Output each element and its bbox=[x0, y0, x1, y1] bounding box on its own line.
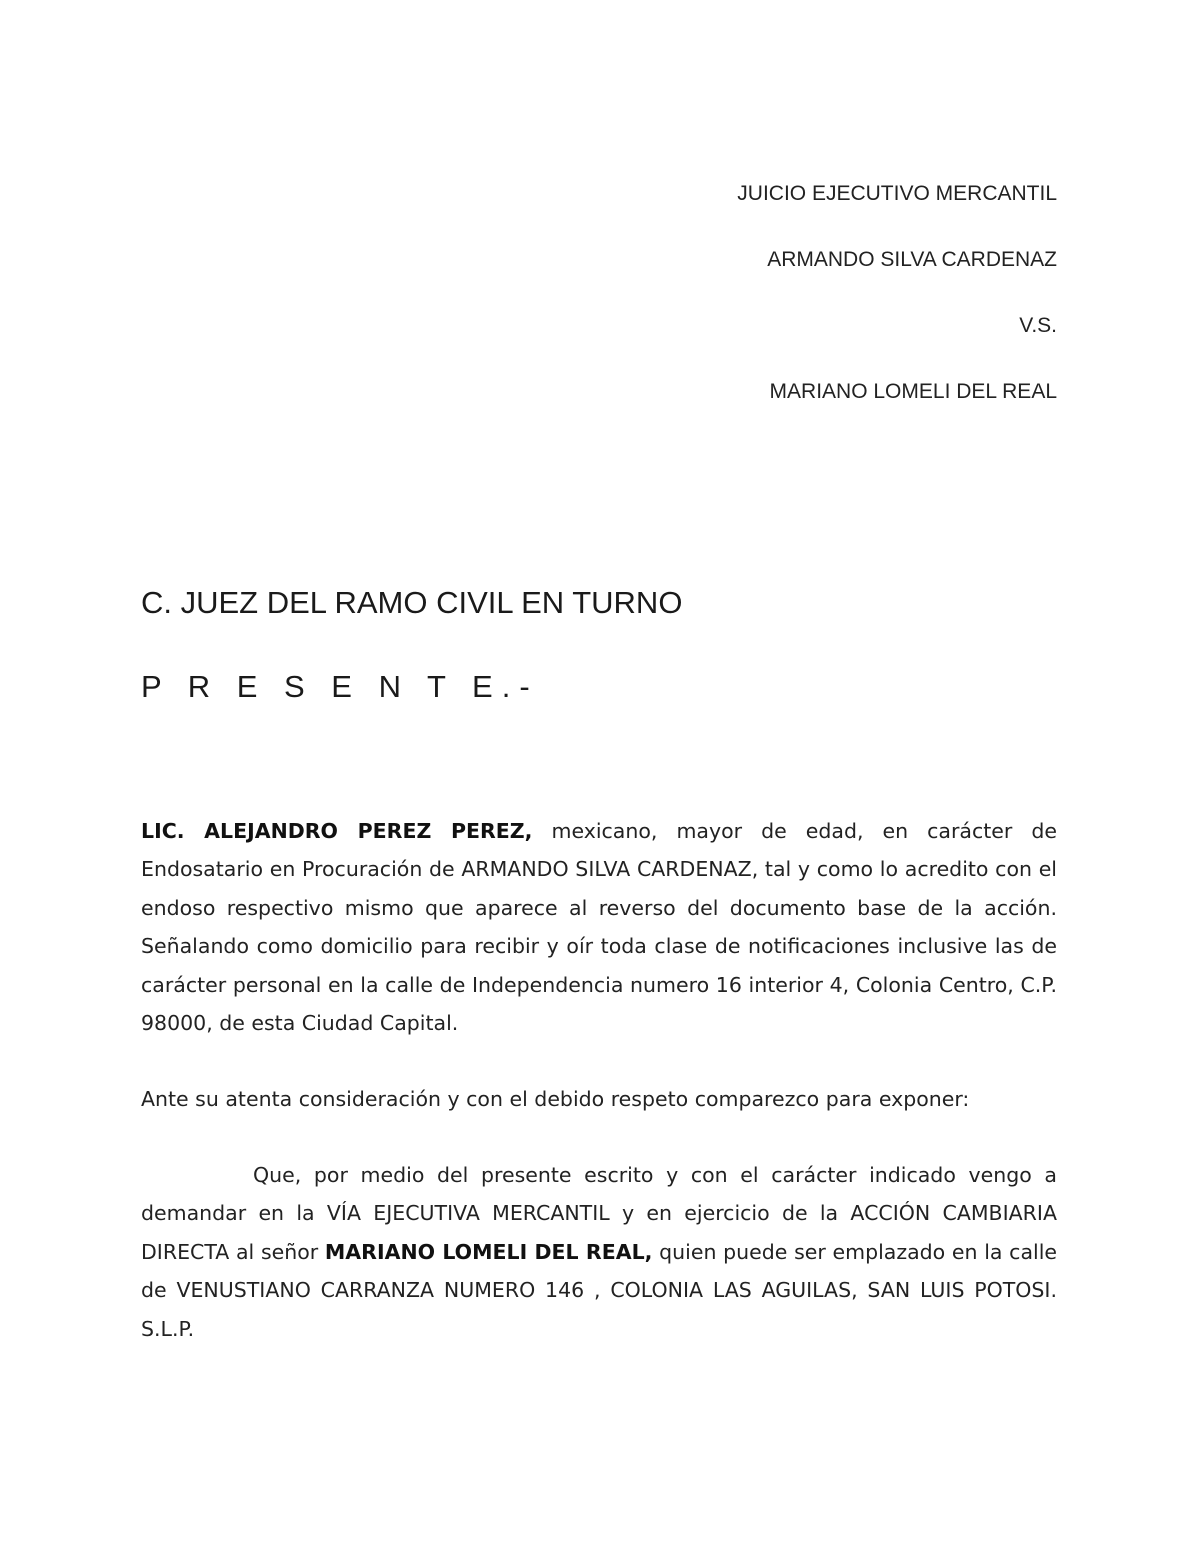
intro-paragraph bbox=[141, 812, 1057, 1042]
demand-text-after: quien puede ser emplazado en la calle de VENUSTIANO CARRANZA NUMERO 146 , COLONIA LAS AGUILAS, SAN LUIS POTOSI. S.L.P. bbox=[141, 1239, 1058, 1341]
defendant-name: MARIANO LOMELI DEL REAL bbox=[769, 380, 1057, 403]
demand-text-before: Que, por medio del presente escrito y con el carácter indicado vengo a demandar en la VÍA EJECUTIVA MERCANTIL y en ejercicio de la ACCIÓN CAMBIARIA DIRECTA al señor bbox=[141, 1163, 1057, 1264]
presente-salutation: P R E S E N T E.- bbox=[141, 669, 539, 704]
exposition-line: Ante su atenta consideración y con el debido respeto comparezco para exponer: bbox=[141, 1087, 970, 1111]
defendant-bold: MARIANO LOMELI DEL REAL, bbox=[324, 1239, 653, 1264]
lawyer-name: LIC. ALEJANDRO PEREZ PEREZ, bbox=[141, 819, 533, 843]
intro-text: mexicano, mayor de edad, en carácter de Endosatario en Procuración de ARMANDO SILVA CARDENAZ, tal y como lo acredito con el endoso respectivo mismo que aparece al reverso del documento base de la acción. Señalando como domicilio para recibir y oír toda clase de notificaciones inclusive las de carácter personal en la calle de Independencia numero 16 interior 4, Colonia Centro, C.P. 98000, de esta Ciudad Capital. bbox=[141, 819, 1057, 1036]
judge-addressee: C. JUEZ DEL RAMO CIVIL EN TURNO bbox=[141, 585, 683, 620]
versus-label: V.S. bbox=[1019, 314, 1057, 337]
plaintiff-name: ARMANDO SILVA CARDENAZ bbox=[767, 248, 1057, 271]
demand-paragraph bbox=[141, 1156, 1057, 1348]
case-type: JUICIO EJECUTIVO MERCANTIL bbox=[737, 182, 1057, 205]
